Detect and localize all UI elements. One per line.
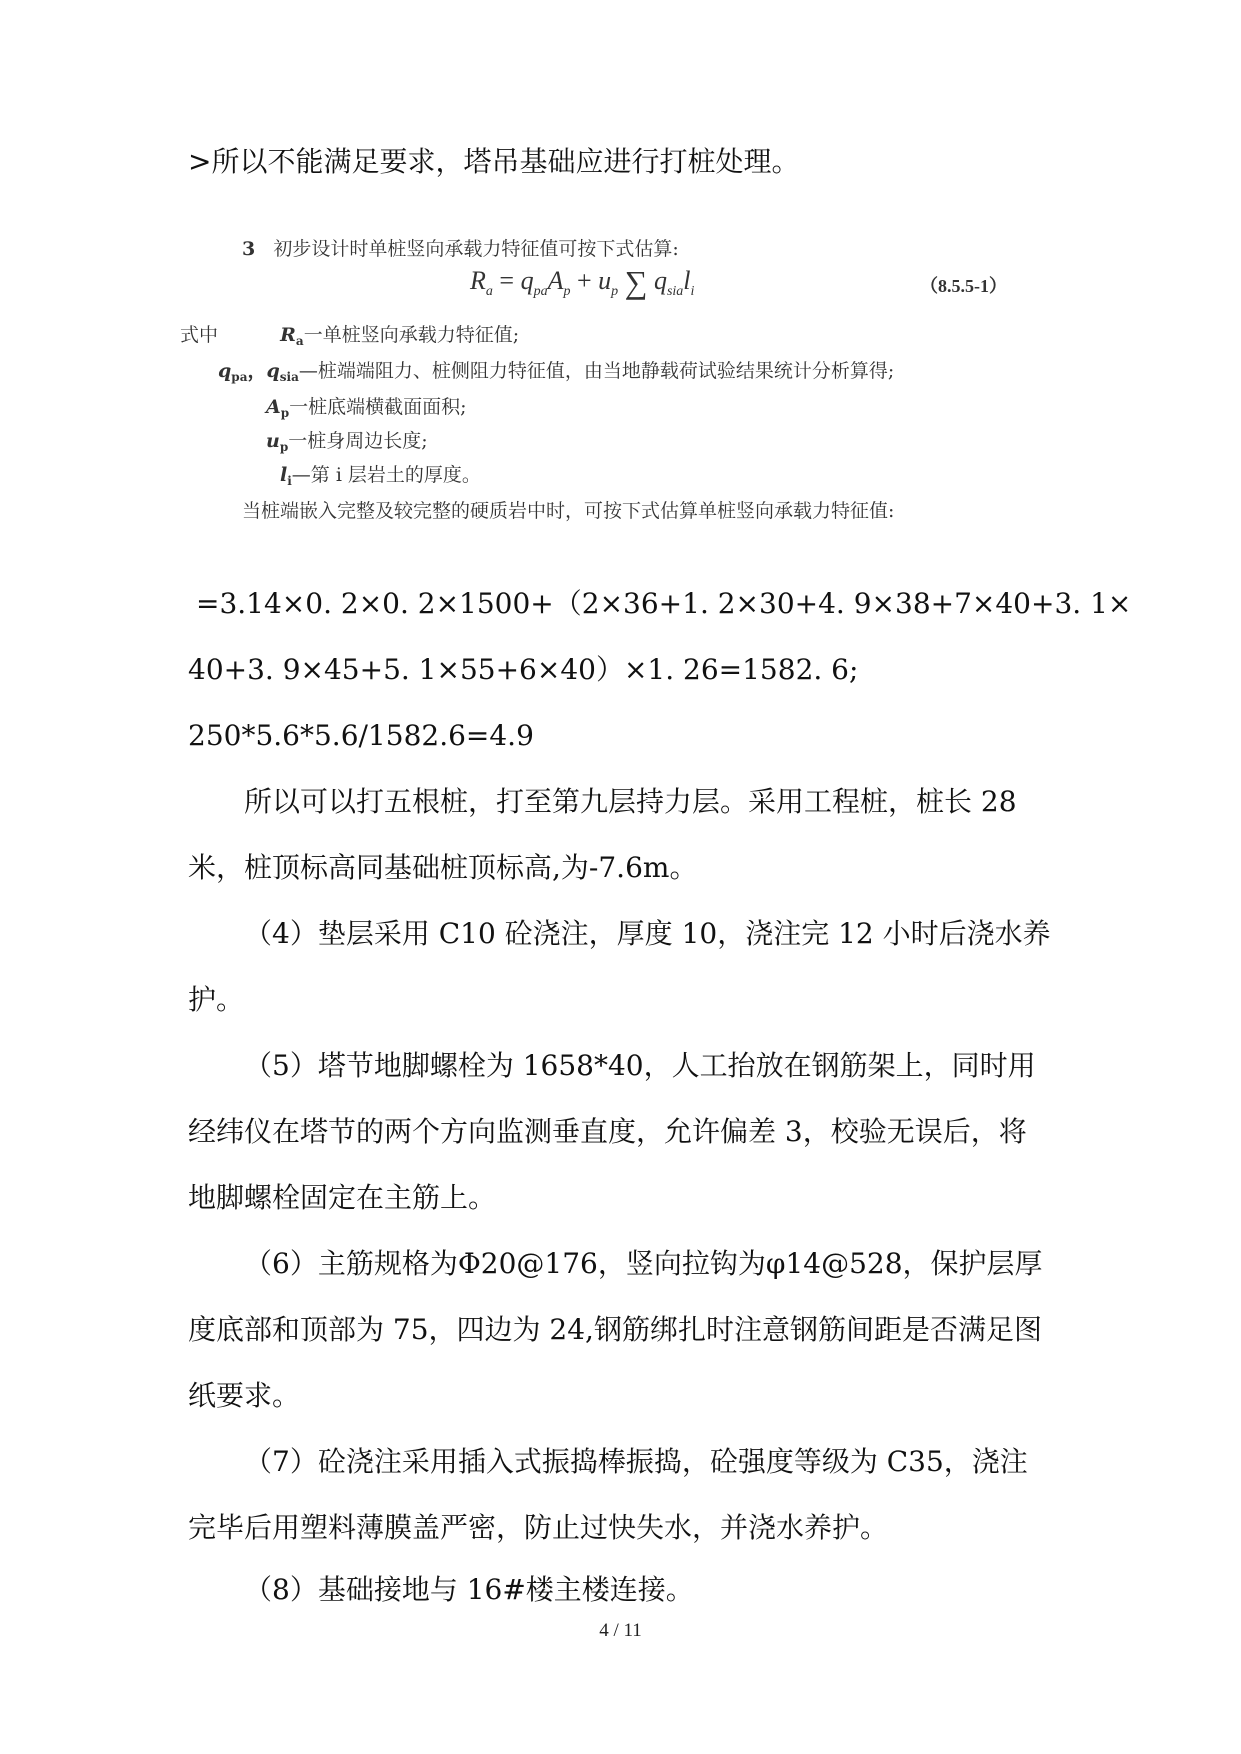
formula-q2: q [653, 266, 667, 295]
definition-row [266, 394, 467, 426]
figure-note: 当桩端嵌入完整及较完整的硬质岩中时，可按下式估算单桩竖向承载力特征值: [242, 500, 895, 522]
def-symbol-sub: p [279, 440, 289, 454]
definition-row [180, 322, 519, 354]
formula: $R_a = q_{pa}A_p + u_p$ ∑ $q_{sia}l_i$ [470, 264, 695, 300]
formula-a-sub: p [563, 284, 571, 299]
paragraph-line: 米，桩顶标高同基础桩顶标高,为-7.6m。 [188, 851, 698, 884]
paragraph-line: 完毕后用塑料薄膜盖严密，防止过快失水，并浇水养护。 [188, 1511, 889, 1544]
paragraph-line: 纸要求。 [188, 1379, 301, 1412]
def-symbol: l [280, 464, 288, 486]
where-label: 式中 [180, 324, 219, 346]
formula-l: l [683, 266, 691, 295]
paragraph-line: 地脚螺栓固定在主筋上。 [188, 1181, 497, 1214]
calculation-line: 250*5.6*5.6/1582.6=4.9 [188, 719, 534, 752]
formula-l-sub: i [690, 284, 695, 299]
calculation-line: 40+3. 9×45+5. 1×55+6×40）×1. 26=1582. 6; [188, 653, 859, 686]
def-text: 一桩底端横截面面积; [289, 396, 467, 418]
def-symbol: q [266, 360, 280, 382]
def-symbol-sub: p [280, 406, 290, 420]
def-symbol-sub: i [287, 474, 292, 488]
formula-q: q [520, 266, 534, 295]
formula-u-sub: p [611, 284, 619, 299]
formula-a: A [547, 266, 564, 295]
def-text: —第 i 层岩土的厚度。 [291, 464, 481, 486]
formula-q-sub: pa [533, 284, 548, 299]
paragraph-line: 经纬仪在塔节的两个方向监测垂直度，允许偏差 3，校验无误后，将 [188, 1115, 1027, 1148]
paragraph-line: （7）砼浇注采用插入式振捣棒振捣，砼强度等级为 C35，浇注 [244, 1445, 1028, 1478]
paragraph-line: （4）垫层采用 C10 砼浇注，厚度 10，浇注完 12 小时后浇水养 [244, 917, 1051, 950]
def-separator: ， [247, 360, 267, 382]
paragraph-line: （6）主筋规格为Φ20@176，竖向拉钩为φ14@528，保护层厚 [244, 1247, 1043, 1280]
paragraph-line: （8）基础接地与 16#楼主楼连接。 [244, 1573, 694, 1606]
def-text: —桩端端阻力、桩侧阻力特征值，由当地静载荷试验结果统计分析算得; [298, 360, 895, 382]
def-text: 一单桩竖向承载力特征值; [303, 324, 520, 346]
page-number: 4 / 11 [599, 1620, 642, 1641]
paragraph-line: 护。 [188, 983, 245, 1016]
def-symbol-sub: sia [279, 370, 299, 384]
def-symbol: u [266, 430, 280, 452]
definition-row [266, 428, 428, 460]
sum-symbol: ∑ [624, 264, 648, 300]
def-text: 一桩身周边长度; [288, 430, 428, 452]
formula-q2-sub: sia [666, 284, 684, 299]
def-symbol: q [218, 360, 232, 382]
definition-row [218, 358, 894, 390]
formula-lhs: R [470, 266, 486, 295]
equation-number: （8.5.5-1） [920, 276, 1007, 296]
item-number: 3 [242, 238, 256, 260]
code-excerpt-figure [180, 228, 1060, 558]
definition-row [280, 462, 481, 494]
paragraph-line: >所以不能满足要求，塔吊基础应进行打桩处理。 [188, 145, 800, 178]
def-symbol: A [266, 396, 281, 418]
def-symbol: R [280, 324, 296, 346]
paragraph-line: 所以可以打五根桩，打至第九层持力层。采用工程桩，桩长 28 [244, 785, 1017, 818]
item-text: 初步设计时单桩竖向承载力特征值可按下式估算: [273, 238, 679, 260]
formula-lhs-sub: a [485, 284, 493, 299]
paragraph-line: 度底部和顶部为 75，四边为 24,钢筋绑扎时注意钢筋间距是否满足图 [188, 1313, 1042, 1346]
calculation-line: =3.14×0. 2×0. 2×1500+（2×36+1. 2×30+4. 9×38+7×40+3. 1× [196, 587, 1132, 620]
figure-item-line [242, 236, 679, 262]
formula-u: u [598, 266, 612, 295]
def-symbol-sub: pa [231, 370, 248, 384]
def-symbol-sub: a [295, 334, 304, 348]
paragraph-line: （5）塔节地脚螺栓为 1658*40，人工抬放在钢筋架上，同时用 [244, 1049, 1036, 1082]
